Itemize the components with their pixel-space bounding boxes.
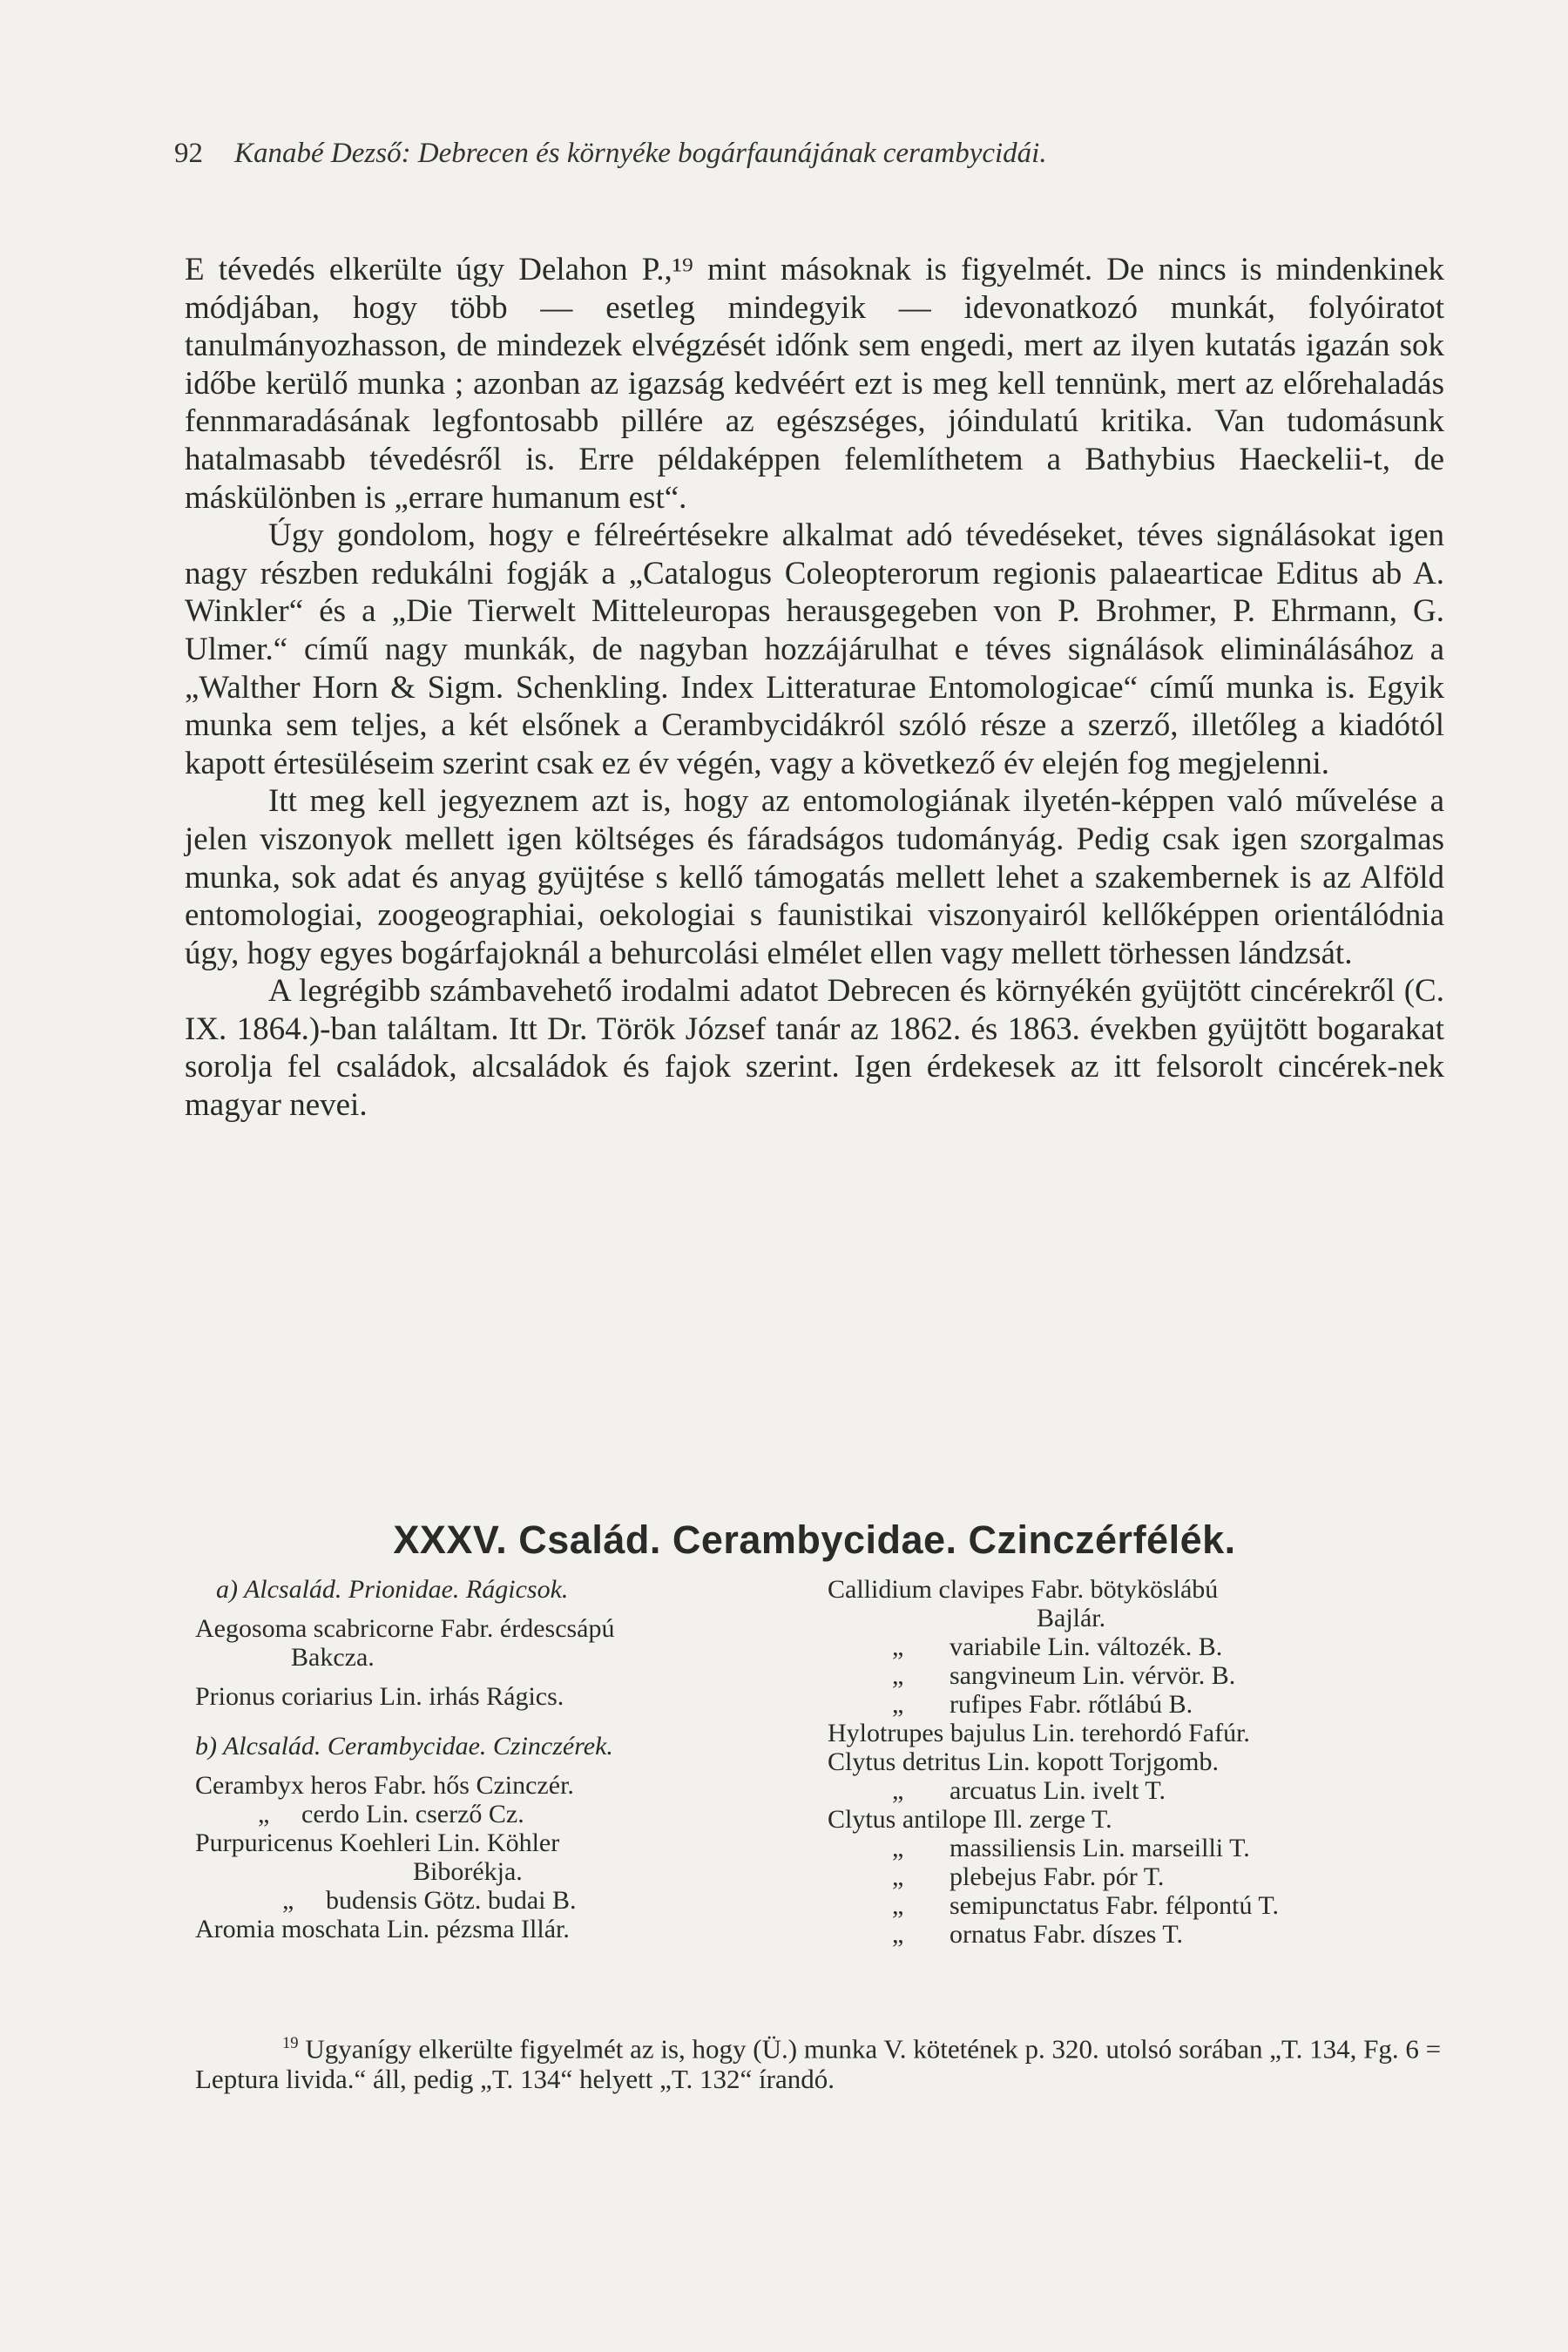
running-title: Kanabé Dezső: Debrecen és környéke bogárfaunájának cerambycidái.: [234, 138, 1047, 169]
list-item: [195, 1682, 805, 1711]
ditto-mark: „: [892, 1661, 904, 1690]
list-item: [195, 1771, 805, 1800]
species-name: Prionus coriarius Lin. irhás Rágics.: [195, 1682, 564, 1711]
species-name: sangvineum Lin. vérvör. B.: [950, 1661, 1236, 1690]
list-item: [195, 1614, 805, 1672]
subfamily-heading: b) Alcsalád. Cerambycidae. Czinczérek.: [195, 1732, 613, 1761]
species-name: massiliensis Lin. marseilli T.: [950, 1834, 1250, 1862]
species-name: cerdo Lin. cserző Cz.: [301, 1800, 524, 1828]
footnote-marker: 19: [282, 2034, 299, 2052]
section-title: XXXV. Család. Cerambycidae. Czinczérfélék.: [393, 1517, 1236, 1562]
list-item: [828, 1690, 1446, 1719]
species-list-right: [828, 1575, 1446, 1949]
list-item: [828, 1862, 1446, 1891]
list-item: [195, 1800, 805, 1828]
list-item: [828, 1776, 1446, 1805]
species-name: Purpuricenus Koehleri Lin. Köhler: [195, 1828, 560, 1857]
subfamily-heading: a) Alcsalád. Prionidae. Rágicsok.: [216, 1575, 569, 1604]
paragraph: A legrégibb számbavehető irodalmi adatot Debrecen és környékén gyüjtött cincérekről (C. IX. 1864.)-ban találtam. Itt Dr. Török József tanár az 1862. és 1863. években gyüjtött bogarakat sorolja fel családok, alcsaládok és fajok szerint. Igen érdekesek az itt felsorolt cincérek-nek magyar nevei.: [185, 973, 1444, 1124]
ditto-mark: „: [258, 1800, 270, 1828]
ditto-mark: „: [892, 1690, 904, 1719]
paragraph: Úgy gondolom, hogy e félreértésekre alkalmat adó tévedéseket, téves signálásokat igen nagy részben redukálni fogják a „Catalogus Coleopterorum regionis palaearticae Editus ab A. Winkler“ és a „Die Tierwelt Mitteleuropas herausgegeben von P. Brohmer, P. Ehrmann, G. Ulmer.“ című nagy munkák, de nagyban hozzájárulhat e téves signálások eliminálásához a „Walther Horn & Sigm. Schenkling. Index Litteraturae Entomologicae“ című munka is. Egyik munka sem teljes, a két elsőnek a Cerambycidákról szóló része a szerző, illetőleg a kiadótól kapott értesüléseim szerint csak ez év végén, vagy a következő év elején fog megjelenni.: [185, 517, 1444, 781]
list-item: [828, 1805, 1446, 1834]
paragraph: Itt meg kell jegyeznem azt is, hogy az entomologiának ilyetén-képpen való művelése a jelen viszonyok mellett igen költséges és fáradságos tudományág. Pedig csak igen szorgalmas munka, sok adat és anyag gyüjtése s kellő támogatás mellett lehet a szakembernek is az Alföld entomologiai, zoogeographiai, oekologiai s faunistikai viszonyairól kellőképpen orientálódnia úgy, hogy egyes bogárfajoknál a behurcolási elmélet ellen vagy mellett törhessen lándzsát.: [185, 783, 1444, 971]
list-item: [195, 1828, 805, 1886]
species-name: variabile Lin. változék. B.: [950, 1632, 1223, 1661]
species-name-continued: Bakcza.: [291, 1643, 375, 1672]
species-name: arcuatus Lin. ivelt T.: [950, 1776, 1166, 1805]
species-name: Clytus antilope Ill. zerge T.: [828, 1805, 1112, 1834]
page-number: 92: [174, 138, 203, 169]
species-list-left: [195, 1575, 805, 1943]
ditto-mark: „: [892, 1776, 904, 1805]
species-name: ornatus Fabr. díszes T.: [950, 1920, 1184, 1949]
list-item: [828, 1747, 1446, 1776]
ditto-mark: „: [892, 1632, 904, 1661]
list-item: [828, 1891, 1446, 1920]
ditto-mark: „: [892, 1920, 904, 1949]
list-item: [828, 1632, 1446, 1661]
list-item: [828, 1575, 1446, 1632]
species-name-continued: Biborékja.: [413, 1857, 523, 1886]
ditto-mark: „: [892, 1862, 904, 1891]
list-item: [828, 1661, 1446, 1690]
list-item: [195, 1886, 805, 1915]
ditto-mark: „: [892, 1891, 904, 1920]
species-name: Aegosoma scabricorne Fabr. érdescsápú: [195, 1614, 615, 1643]
list-item: [828, 1719, 1446, 1747]
species-name: Cerambyx heros Fabr. hős Czinczér.: [195, 1771, 574, 1800]
species-name: Hylotrupes bajulus Lin. terehordó Fafúr.: [828, 1719, 1250, 1747]
ditto-mark: „: [892, 1834, 904, 1862]
species-name: Aromia moschata Lin. pézsma Illár.: [195, 1915, 570, 1943]
list-item: [195, 1915, 805, 1943]
running-header: [174, 138, 1394, 170]
list-item: [828, 1834, 1446, 1862]
species-name: rufipes Fabr. rőtlábú B.: [950, 1690, 1193, 1719]
footnote: [195, 2028, 1450, 2094]
species-name: Clytus detritus Lin. kopott Torjgomb.: [828, 1747, 1220, 1776]
species-name: plebejus Fabr. pór T.: [950, 1862, 1165, 1891]
ditto-mark: „: [282, 1886, 294, 1915]
species-name: budensis Götz. budai B.: [326, 1886, 577, 1915]
footnote-text: Ugyanígy elkerülte figyelmét az is, hogy (Ü.) munka V. kötetének p. 320. utolsó sorában „T. 134, Fg. 6 = Leptura livida.“ áll, pedig „T. 134“ helyett „T. 132“ írandó.: [195, 2033, 1442, 2095]
list-item: [828, 1920, 1446, 1949]
body-text: [185, 251, 1444, 1125]
species-name: semipunctatus Fabr. félpontú T.: [950, 1891, 1280, 1920]
species-name: Callidium clavipes Fabr. bötyköslábú: [828, 1575, 1219, 1604]
paragraph: E tévedés elkerülte úgy Delahon P.,¹⁹ mint másoknak is figyelmét. De nincs is mindenkinek módjában, hogy több — esetleg mindegyik — idevonatkozó munkát, folyóiratot tanulmányozhasson, de mindezek elvégzését időnk sem engedi, mert az ilyen kutatás igazán sok időbe kerülő munka ; azonban az igazság kedvéért ezt is meg kell tennünk, mert az előrehaladás fennmaradásának legfontosabb pillére az egészséges, jóindulatú kritika. Van tudomásunk hatalmasabb tévedésről is. Erre példaképpen felemlíthetem a Bathybius Haeckelii-t, de máskülönben is „errare humanum est“.: [185, 252, 1444, 516]
species-name-continued: Bajlár.: [1037, 1604, 1106, 1632]
